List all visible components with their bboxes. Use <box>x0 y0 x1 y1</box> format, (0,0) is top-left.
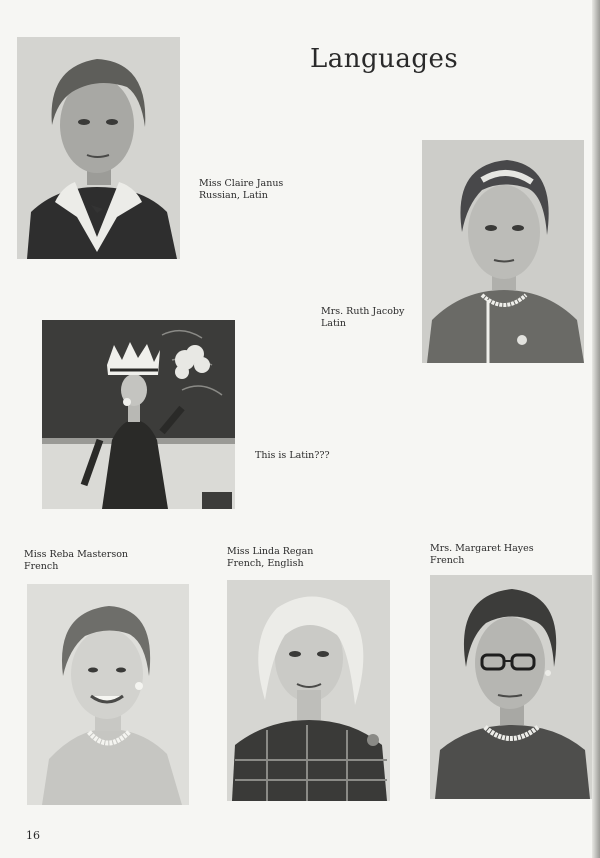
caption-claire-janus <box>199 178 283 202</box>
caption-ruth-jacoby <box>321 306 404 330</box>
candid-caption-text: This is Latin??? <box>255 450 330 461</box>
teacher-subject: French <box>24 561 59 572</box>
caption-candid <box>255 450 330 462</box>
teacher-subject: French, English <box>227 558 304 569</box>
page-title: Languages <box>310 44 459 74</box>
teacher-subject: French <box>430 555 465 566</box>
teacher-name: Mrs. Ruth Jacoby <box>321 306 405 317</box>
portrait-photo-claire-janus <box>17 37 180 259</box>
caption-margaret-hayes <box>430 543 534 567</box>
candid-chalkboard-photo <box>42 320 235 509</box>
portrait-photo-reba-masterson <box>27 584 189 805</box>
teacher-name: Miss Reba Masterson <box>24 549 129 560</box>
teacher-subject: Russian, Latin <box>199 190 268 201</box>
teacher-name: Miss Linda Regan <box>227 546 314 557</box>
portrait-photo-ruth-jacoby <box>422 140 584 363</box>
portrait-photo-margaret-hayes <box>430 575 592 799</box>
caption-linda-regan <box>227 546 313 570</box>
page-number: 16 <box>26 829 40 842</box>
teacher-name: Mrs. Margaret Hayes <box>430 543 534 554</box>
page-edge-shadow <box>592 0 600 858</box>
teacher-name: Miss Claire Janus <box>199 178 284 189</box>
teacher-subject: Latin <box>321 318 346 329</box>
caption-reba-masterson <box>24 549 128 573</box>
portrait-photo-linda-regan <box>227 580 390 801</box>
